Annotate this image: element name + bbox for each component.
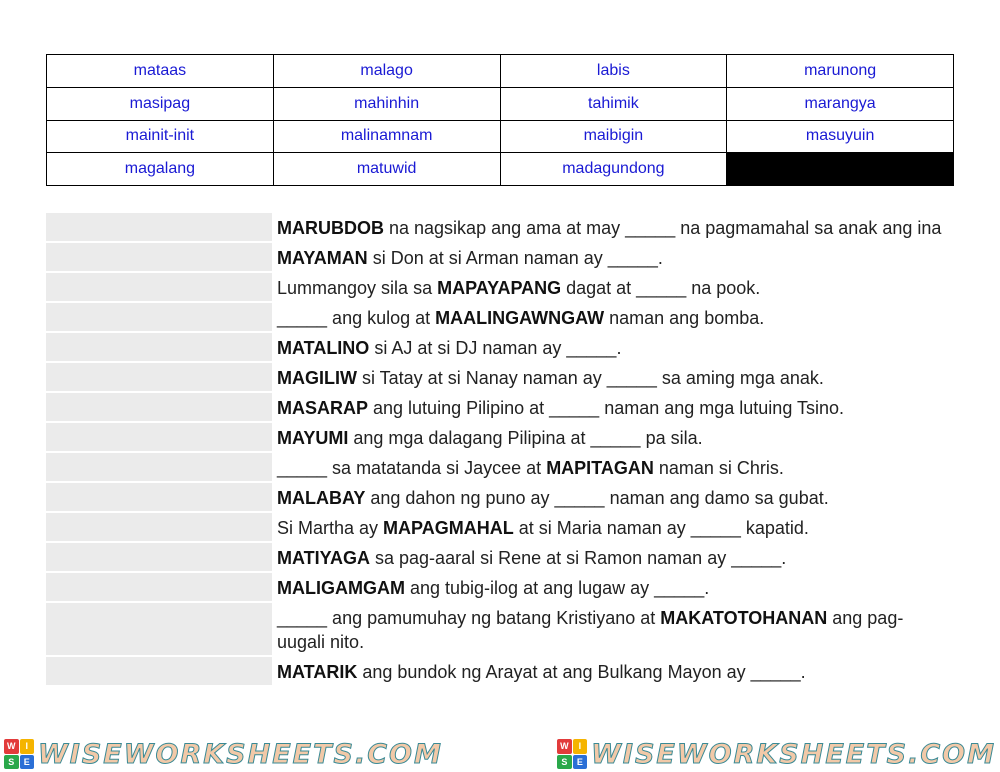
sentence-fragment: _____ sa matatanda si Jaycee at xyxy=(277,458,547,478)
answer-drop-box[interactable] xyxy=(46,603,272,657)
sentence-text xyxy=(272,363,954,393)
word-tile[interactable]: tahimik xyxy=(500,87,727,120)
answer-drop-box[interactable] xyxy=(46,543,272,573)
sentence-text xyxy=(272,483,954,513)
word-tile[interactable]: mahinhin xyxy=(273,87,500,120)
sentence-fragment: si Tatay at si Nanay naman ay _____ sa aming mga anak. xyxy=(356,368,824,388)
sentence-fragment: _____ ang kulog at xyxy=(277,308,436,328)
sentence-row xyxy=(46,243,954,273)
sentence-row xyxy=(46,513,954,543)
answer-drop-box[interactable] xyxy=(46,333,272,363)
sentence-fragment: Si Martha ay xyxy=(277,518,384,538)
sentence-fragment: _____ ang pamumuhay ng batang Kristiyano at xyxy=(277,608,661,628)
sentence-row xyxy=(46,453,954,483)
keyword: MAPITAGAN xyxy=(546,458,654,478)
logo-letter: S xyxy=(557,755,572,770)
logo-letter: E xyxy=(20,755,35,770)
sentence-fragment: ang tubig-ilog at ang lugaw ay _____. xyxy=(404,578,710,598)
sentence-row xyxy=(46,603,954,657)
word-tile[interactable]: masipag xyxy=(47,87,274,120)
word-bank-row xyxy=(47,87,954,120)
word-bank-row xyxy=(47,153,954,186)
keyword: MATIYAGA xyxy=(277,548,371,568)
watermark-footer xyxy=(0,736,1000,772)
sentence-text xyxy=(272,657,954,687)
sentence-row xyxy=(46,363,954,393)
word-tile[interactable]: marunong xyxy=(727,55,954,88)
sentence-fragment: si AJ at si DJ naman ay _____. xyxy=(369,338,622,358)
sentence-fragment: Lummangoy sila sa xyxy=(277,278,438,298)
answer-drop-box[interactable] xyxy=(46,573,272,603)
word-tile[interactable]: mataas xyxy=(47,55,274,88)
sentence-text xyxy=(272,213,954,243)
watermark-text: WISEWORKSHEETS.COM xyxy=(591,738,996,770)
sentence-text xyxy=(272,273,954,303)
sentence-row xyxy=(46,483,954,513)
sentence-row xyxy=(46,423,954,453)
keyword: MAPAYAPANG xyxy=(437,278,562,298)
logo-letter: W xyxy=(557,739,572,754)
sentence-row xyxy=(46,333,954,363)
keyword: MATALINO xyxy=(277,338,370,358)
sentence-text xyxy=(272,243,954,273)
sentence-text xyxy=(272,603,954,657)
sentence-fragment: sa pag-aaral si Rene at si Ramon naman ay _____. xyxy=(370,548,787,568)
sentence-fragment: si Don at si Arman naman ay _____. xyxy=(367,248,663,268)
sentence-text xyxy=(272,303,954,333)
sentence-row xyxy=(46,657,954,687)
answer-drop-box[interactable] xyxy=(46,363,272,393)
answer-drop-box[interactable] xyxy=(46,393,272,423)
sentence-row xyxy=(46,573,954,603)
word-bank-empty-cell xyxy=(727,153,954,186)
sentence-row xyxy=(46,213,954,243)
sentence-row xyxy=(46,543,954,573)
keyword: MAYAMAN xyxy=(277,248,368,268)
word-tile[interactable]: mainit-init xyxy=(47,120,274,153)
sentence-fragment: at si Maria naman ay _____ kapatid. xyxy=(513,518,809,538)
word-tile[interactable]: matuwid xyxy=(273,153,500,186)
sentence-row xyxy=(46,393,954,423)
word-tile[interactable]: madagundong xyxy=(500,153,727,186)
sentence-fragment: ang lutuing Pilipino at _____ naman ang mga lutuing Tsino. xyxy=(368,398,845,418)
sentence-text xyxy=(272,543,954,573)
word-tile[interactable]: magalang xyxy=(47,153,274,186)
word-tile[interactable]: labis xyxy=(500,55,727,88)
answer-drop-box[interactable] xyxy=(46,273,272,303)
keyword: MARUBDOB xyxy=(277,218,384,238)
sentence-fragment: naman si Chris. xyxy=(653,458,784,478)
sentence-fragment: naman ang bomba. xyxy=(604,308,765,328)
word-tile[interactable]: marangya xyxy=(727,87,954,120)
word-tile[interactable]: maibigin xyxy=(500,120,727,153)
keyword: MATARIK xyxy=(277,662,358,682)
sentence-text xyxy=(272,453,954,483)
sentence-text xyxy=(272,333,954,363)
word-bank-row xyxy=(47,55,954,88)
sentence-list xyxy=(46,213,954,687)
answer-drop-box[interactable] xyxy=(46,453,272,483)
keyword: MALABAY xyxy=(277,488,366,508)
keyword: MAYUMI xyxy=(277,428,349,448)
keyword: MASARAP xyxy=(277,398,369,418)
keyword: MAGILIW xyxy=(277,368,357,388)
answer-drop-box[interactable] xyxy=(46,303,272,333)
answer-drop-box[interactable] xyxy=(46,423,272,453)
keyword: MAALINGAWNGAW xyxy=(435,308,605,328)
word-bank-table xyxy=(46,54,954,186)
logo-letter: I xyxy=(20,739,35,754)
answer-drop-box[interactable] xyxy=(46,213,272,243)
sentence-text xyxy=(272,513,954,543)
word-bank-row xyxy=(47,120,954,153)
sentence-row xyxy=(46,273,954,303)
word-tile[interactable]: malinamnam xyxy=(273,120,500,153)
sentence-fragment: na nagsikap ang ama at may _____ na pagmamahal sa anak ang ina xyxy=(384,218,942,238)
keyword: MAPAGMAHAL xyxy=(383,518,514,538)
logo-letter: S xyxy=(4,755,19,770)
sentence-fragment: ang mga dalagang Pilipina at _____ pa sila. xyxy=(348,428,703,448)
keyword: MAKATOTOHANAN xyxy=(660,608,828,628)
watermark-text: WISEWORKSHEETS.COM xyxy=(38,738,443,770)
sentence-fragment: ang bundok ng Arayat at ang Bulkang Mayon ay _____. xyxy=(357,662,806,682)
wise-logo-icon xyxy=(557,739,587,769)
logo-letter: E xyxy=(573,755,588,770)
wise-logo-icon xyxy=(4,739,34,769)
answer-drop-box[interactable] xyxy=(46,513,272,543)
word-tile[interactable]: masuyuin xyxy=(727,120,954,153)
sentence-fragment: ang dahon ng puno ay _____ naman ang damo sa gubat. xyxy=(365,488,829,508)
sentence-text xyxy=(272,573,954,603)
sentence-row xyxy=(46,303,954,333)
watermark-left xyxy=(4,739,443,770)
logo-letter: I xyxy=(573,739,588,754)
answer-drop-box[interactable] xyxy=(46,657,272,687)
sentence-text xyxy=(272,423,954,453)
answer-drop-box[interactable] xyxy=(46,243,272,273)
logo-letter: W xyxy=(4,739,19,754)
word-tile[interactable]: malago xyxy=(273,55,500,88)
sentence-text xyxy=(272,393,954,423)
sentence-fragment: dagat at _____ na pook. xyxy=(561,278,761,298)
answer-drop-box[interactable] xyxy=(46,483,272,513)
sentence-fragment: ang pag-uugali nito. xyxy=(277,608,904,652)
keyword: MALIGAMGAM xyxy=(277,578,405,598)
watermark-right xyxy=(557,739,996,770)
